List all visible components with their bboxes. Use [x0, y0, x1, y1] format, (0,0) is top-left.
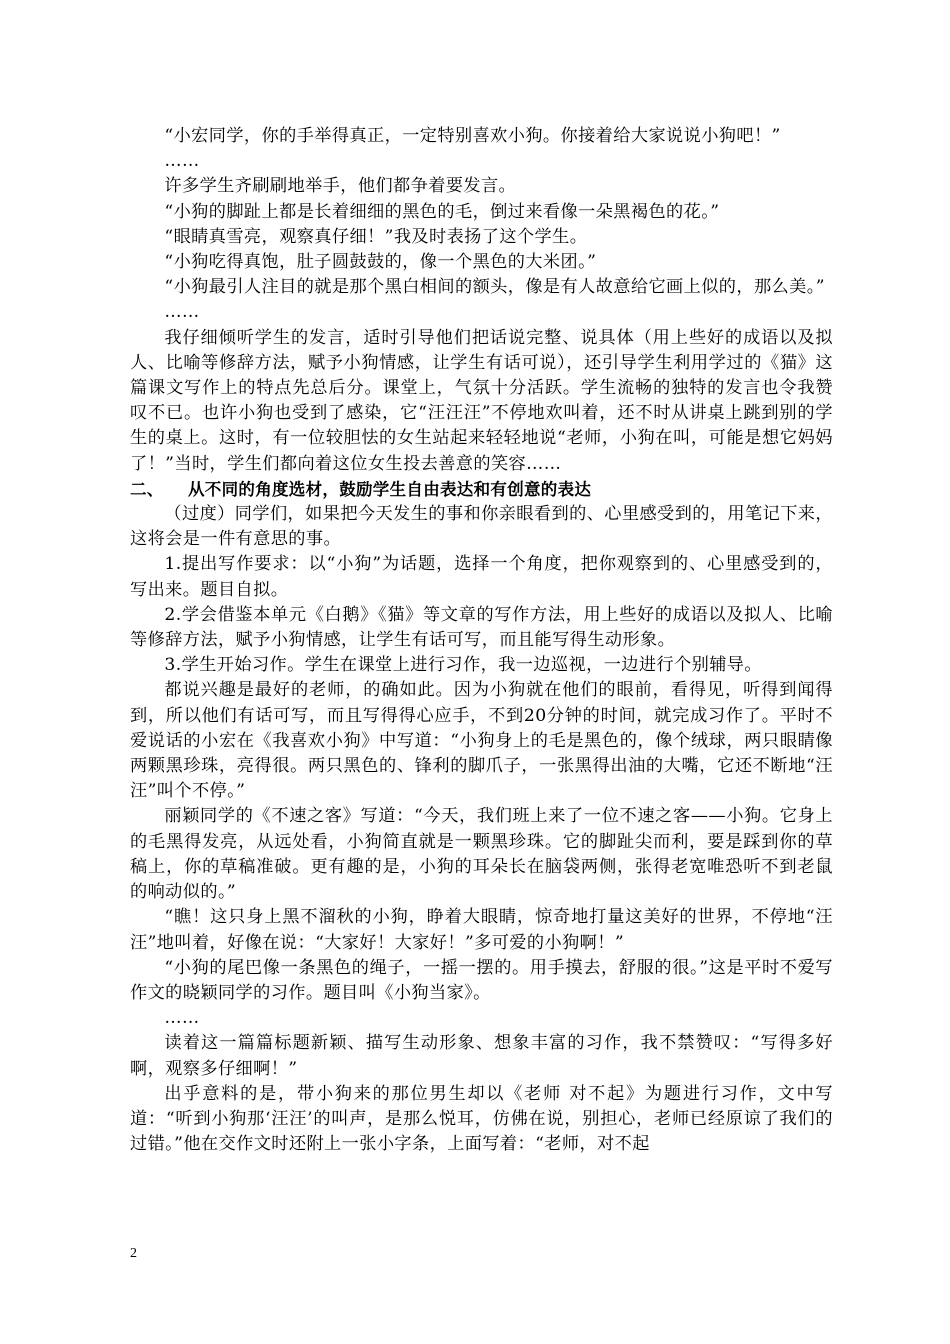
section-heading-number: 二、 — [130, 479, 164, 499]
paragraph: 出乎意料的是，带小狗来的那位男生却以《老师 对不起》为题进行习作，文中写道：“听到小狗那‘汪汪’的叫声，是那么悦耳，仿佛在说，别担心，老师已经原谅了我们的过错。”他在交作文时还附上一张小字条，上面写着：“老师，对不起 — [130, 1083, 833, 1155]
paragraph: “小宏同学，你的手举得真正，一定特别喜欢小狗。你接着给大家说说小狗吧！” — [164, 126, 781, 146]
paragraph: 许多学生齐刷刷地举手，他们都争着要发言。 — [164, 176, 517, 197]
paragraph: 1.提出写作要求：以“小狗”为话题，选择一个角度，把你观察到的、心里感受到的，写出来。题目自拟。 — [130, 554, 833, 600]
paragraph: “小狗吃得真饱，肚子圆鼓鼓的，像一个黑色的大米团。” — [164, 252, 597, 273]
section-heading — [130, 477, 833, 502]
ellipsis-paragraph: …… — [164, 302, 200, 323]
paragraph: 丽颖同学的《不速之客》写道：“今天，我们班上来了一位不速之客——小狗。它身上的毛黑得发亮，从远处看，小狗简直就是一颗黑珍珠。它的脚趾尖而利，要是踩到你的草稿上，你的草稿准破。更有趣的是，小狗的耳朵长在脑袋两侧，张得老宽唯恐听不到老鼠的响动似的。” — [130, 806, 833, 903]
paragraph: “小狗的脚趾上都是长着细细的黑色的毛，倒过来看像一朵黑褐色的花。” — [164, 201, 720, 222]
ellipsis-paragraph: …… — [164, 151, 200, 172]
paragraph: 都说兴趣是最好的老师，的确如此。因为小狗就在他们的眼前，看得见，听得到闻得到，所以他们有话可写，而且写得得心应手，不到20分钟的时间，就完成习作了。平时不爱说话的小宏在《我喜欢小狗》中写道：“小狗身上的毛是黑色的，像个绒球，两只眼睛像两颗黑珍珠，亮得很。两只黑色的、锋利的脚爪子，一张黑得出油的大嘴，它还不断地“汪汪”叫个不停。” — [130, 680, 833, 802]
paragraph: （过度）同学们，如果把今天发生的事和你亲眼看到的、心里感受到的，用笔记下来，这将会是一件有意思的事。 — [130, 504, 833, 550]
page-number: 2 — [130, 1246, 137, 1261]
paragraph: “瞧！这只身上黑不溜秋的小狗，睁着大眼睛，惊奇地打量这美好的世界，不停地“汪汪”地叫着，好像在说：“大家好！大家好！”多可爱的小狗啊！” — [130, 907, 833, 953]
paragraph: “小狗最引人注目的就是那个黑白相间的额头，像是有人故意给它画上似的，那么美。” — [164, 277, 825, 298]
paragraph: 我仔细倾听学生的发言，适时引导他们把话说完整、说具体（用上些好的成语以及拟人、比喻等修辞方法，赋予小狗情感，让学生有话可说），还引导学生利用学过的《猫》这篇课文写作上的特点先总后分。课堂上，气氛十分活跃。学生流畅的独特的发言也令我赞叹不已。也许小狗也受到了感染，它“汪汪汪”不停地欢叫着，还不时从讲桌上跳到别的学生的桌上。这时，有一位较胆怯的女生站起来轻轻地说“老师，小狗在叫，可能是想它妈妈了！”当时，学生们都向着这位女生投去善意的笑容…… — [130, 327, 833, 474]
paragraph: 3.学生开始习作。学生在课堂上进行习作，我一边巡视，一边进行个别辅导。 — [164, 655, 762, 676]
document-body — [130, 124, 833, 1157]
ellipsis-paragraph: …… — [164, 1008, 200, 1029]
paragraph: 读着这一篇篇标题新颖、描写生动形象、想象丰富的习作，我不禁赞叹：“写得多好啊，观察多仔细啊！” — [130, 1033, 833, 1079]
paragraph: “小狗的尾巴像一条黑色的绳子，一摇一摆的。用手摸去，舒服的很。”这是平时不爱写作文的晓颖同学的习作。题目叫《小狗当家》。 — [130, 957, 833, 1003]
section-heading-title: 从不同的角度选材，鼓励学生自由表达和有创意的表达 — [188, 479, 592, 499]
paragraph: “眼睛真雪亮，观察真仔细！”我及时表扬了这个学生。 — [164, 226, 588, 247]
paragraph: 2.学会借鉴本单元《白鹅》《猫》等文章的写作方法，用上些好的成语以及拟人、比喻等修辞方法，赋予小狗情感，让学生有话可写，而且能写得生动形象。 — [130, 604, 833, 651]
